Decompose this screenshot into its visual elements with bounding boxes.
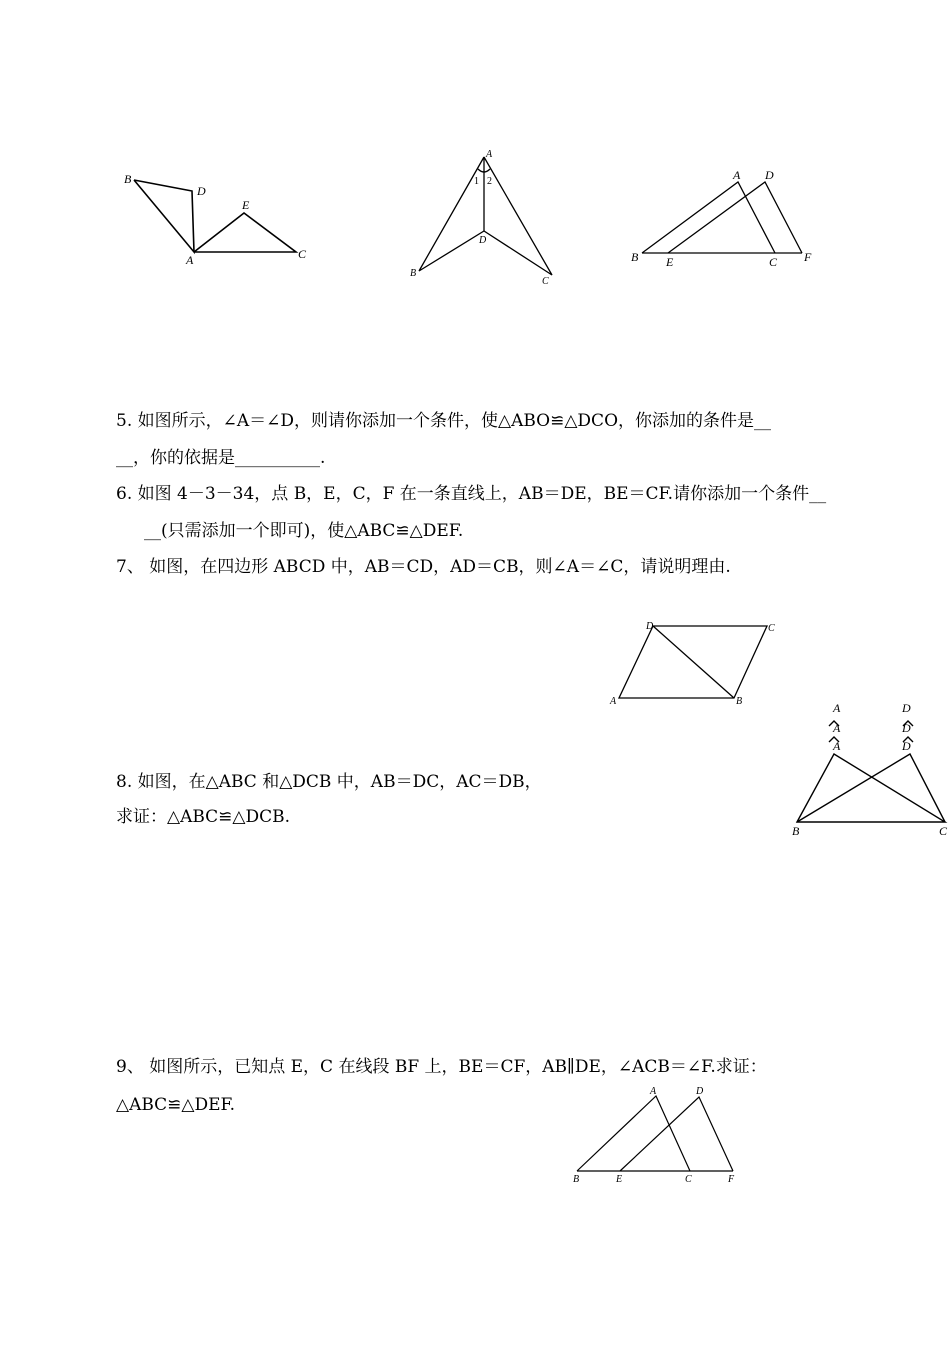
question-8-line-2: 求证：△ABC≌△DCB. (116, 807, 291, 827)
fig7-label-a: A (610, 696, 617, 707)
fig8-label-a-2: A (833, 721, 841, 735)
figure-9 (565, 1080, 745, 1190)
fig8-label-d-3: D (902, 739, 911, 753)
fig9-label-c: C (685, 1174, 692, 1185)
fig1-label-a: A (186, 253, 194, 267)
question-6-line-2: __(只需添加一个即可)，使△ABC≌△DEF. (144, 521, 464, 541)
fig9-label-a: A (650, 1086, 657, 1097)
question-6-line-1: 6. 如图 4－3－34，点 B，E，C，F 在一条直线上，AB＝DE，BE＝CF.请你添加一个条件__ (116, 484, 827, 504)
fig8-label-a-1: A (833, 701, 841, 715)
question-9-line-1: 9、 如图所示，已知点 E，C 在线段 BF 上，BE＝CF，AB∥DE，∠ACB＝∠F.求证： (116, 1057, 767, 1077)
fig9-label-e: E (616, 1174, 623, 1185)
fig3-label-f: F (804, 250, 812, 264)
fig8-label-c: C (939, 824, 948, 838)
figure-1 (110, 160, 330, 275)
fig7-label-b: B (736, 696, 743, 707)
question-9-line-2: △ABC≌△DEF. (116, 1095, 236, 1115)
fig1-label-d: D (197, 184, 206, 198)
figure-8 (785, 698, 950, 843)
fig1-label-b: B (124, 172, 132, 186)
fig3-label-a: A (733, 168, 741, 182)
fig2-label-a: A (486, 149, 493, 160)
fig9-label-d: D (696, 1086, 704, 1097)
fig9-label-f: F (728, 1174, 735, 1185)
fig3-label-c: C (769, 255, 778, 269)
fig2-label-angle-2: 2 (487, 176, 492, 187)
fig2-label-c: C (542, 276, 549, 287)
question-5-line-1: 5. 如图所示，∠A＝∠D，则请你添加一个条件，使△ABO≌△DCO，你添加的条件是__ (116, 411, 772, 431)
figure-2 (400, 145, 570, 290)
fig2-label-angle-1: 1 (474, 176, 479, 187)
fig2-label-b: B (410, 268, 417, 279)
fig8-label-b: B (792, 824, 800, 838)
fig3-label-b: B (631, 250, 639, 264)
fig9-label-b: B (573, 1174, 580, 1185)
fig1-label-e: E (242, 198, 250, 212)
question-8-line-1: 8. 如图，在△ABC 和△DCB 中，AB＝DC，AC＝DB， (116, 772, 542, 792)
figure-3 (625, 160, 825, 270)
fig1-label-c: C (298, 247, 307, 261)
fig7-label-d: D (646, 621, 654, 632)
question-7-line-1: 7、 如图，在四边形 ABCD 中，AB＝CD，AD＝CB，则∠A＝∠C，请说明理由. (116, 557, 731, 577)
fig8-label-d-1: D (902, 701, 911, 715)
fig8-label-a-3: A (833, 739, 841, 753)
question-5-line-2: __，你的依据是__________. (116, 448, 326, 468)
figure-7 (605, 615, 785, 715)
fig3-label-d: D (765, 168, 774, 182)
fig2-label-d: D (479, 235, 487, 246)
fig7-label-c: C (768, 623, 775, 634)
fig3-label-e: E (666, 255, 674, 269)
fig8-label-d-2: D (902, 721, 911, 735)
